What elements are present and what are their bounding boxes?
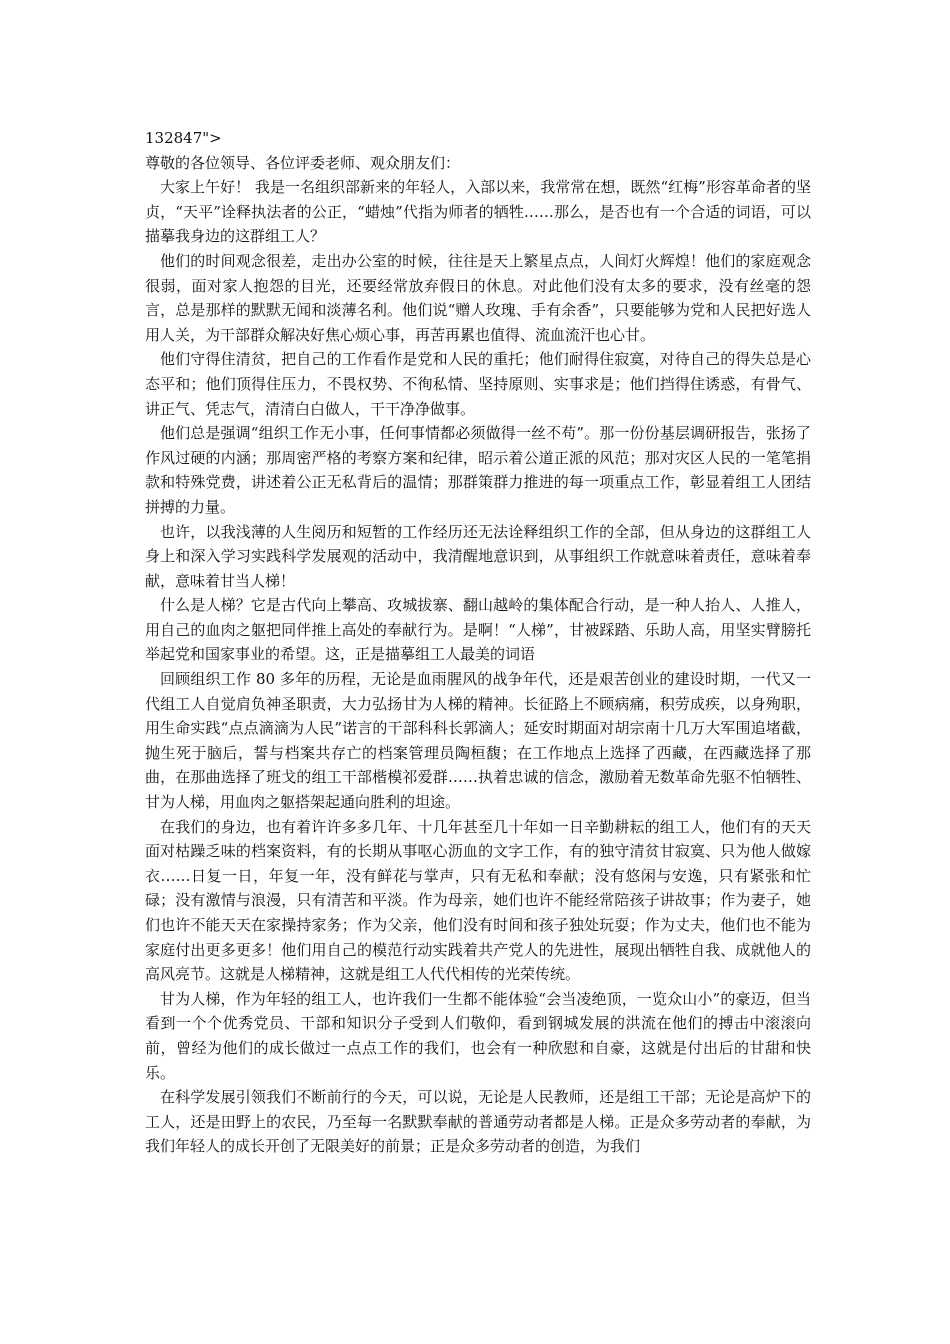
paragraph-integrity: 他们守得住清贫，把自己的工作看作是党和人民的重托；他们耐得住寂寞，对待自己的得失总是心态平和；他们顶得住压力，不畏权势、不徇私情、坚持原则、实事求是；他们挡得住诱惑，有骨气、讲正气、凭志气，清清白白做人，干干净净做事。 (145, 350, 811, 418)
document-body (145, 126, 811, 1159)
paragraph-human-ladder: 什么是人梯？它是古代向上攀高、攻城拔寨、翻山越岭的集体配合行动，是一种人抬人、人推人，用自己的血肉之躯把同伴推上高处的奉献行为。是啊！“人梯”，甘被踩踏、乐助人高，用坚实臂膀托举起党和国家事业的希望。这，正是描摹组工人最美的词语 (145, 596, 811, 664)
paragraph-history: 回顾组织工作 80 多年的历程，无论是血雨腥风的战争年代，还是艰苦创业的建设时期，一代又一代组工人自觉肩负神圣职责，大力弘扬甘为人梯的精神。长征路上不顾病痛，积劳成疾，以身殉职，用生命实践“点点滴滴为人民”诺言的干部科科长郭滴人；延安时期面对胡宗南十几万大军围追堵截，抛生死于脑后，誓与档案共存亡的档案管理员陶桓馥；在工作地点上选择了西藏，在西藏选择了那曲，在那曲选择了班戈的组工干部楷模祁爱群……执着忠诚的信念，激励着无数革命先驱不怕牺牲、甘为人梯，用血肉之躯搭架起通向胜利的坦途。 (145, 670, 811, 812)
paragraph-dedication: 他们的时间观念很差，走出办公室的时候，往往是天上繁星点点，人间灯火辉煌！他们的家庭观念很弱，面对家人抱怨的目光，还要经常放弃假日的休息。对此他们没有太多的要求，没有丝毫的怨言，总是那样的默默无闻和淡薄名利。他们说“赠人玫瑰、手有余香”，只要能够为党和人民把好选人用人关，为干部群众解决好焦心烦心事，再苦再累也值得、流血流汗也心甘。 (145, 251, 811, 344)
paragraph-responsibility: 也许，以我浅薄的人生阅历和短暂的工作经历还无法诠释组织工作的全部，但从身边的这群组工人身上和深入学习实践科学发展观的活动中，我清醒地意识到，从事组织工作就意味着责任，意味着奉献，意味着甘当人梯！ (145, 522, 811, 590)
paragraph-scientific-development: 在科学发展引领我们不断前行的今天，可以说，无论是人民教师，还是组工干部；无论是高炉下的工人，还是田野上的农民，乃至每一名默默奉献的普通劳动者都是人梯。正是众多劳动者的奉献，为我们年轻人的成长开创了无限美好的前景；正是众多劳动者的创造，为我们 (145, 1088, 811, 1156)
header-fragment: 132847"> (145, 129, 222, 147)
paragraph-colleagues: 在我们的身边，也有着许许多多几年、十几年甚至几十年如一日辛勤耕耘的组工人，他们有的天天面对枯躁乏味的档案资料，有的长期从事呕心沥血的文字工作，有的独守清贫甘寂寞、只为他人做嫁衣……日复一日，年复一年，没有鲜花与掌声，只有无私和奉献；没有悠闲与安逸，只有紧张和忙碌；没有激情与浪漫，只有清苦和平淡。作为母亲，她们也许不能经常陪孩子讲故事；作为妻子，她们也许不能天天在家操持家务；作为父亲，他们没有时间和孩子独处玩耍；作为丈夫，他们也不能为家庭付出更多更多！他们用自己的模范行动实践着共产党人的先进性，展现出牺牲自我、成就他人的高风亮节。这就是人梯精神，这就是组工人代代相传的光荣传统。 (145, 817, 811, 984)
paragraph-young-workers: 甘为人梯，作为年轻的组工人，也许我们一生都不能体验“会当凌绝顶，一览众山小”的豪迈，但当看到一个个优秀党员、干部和知识分子受到人们敬仰，看到钢城发展的洪流在他们的搏击中滚滚向前，曾经为他们的成长做过一点点工作的我们，也会有一种欣慰和自豪，这就是付出后的甘甜和快乐。 (145, 989, 811, 1082)
paragraph-greeting: 大家上午好！ 我是一名组织部新来的年轻人，入部以来，我常常在想，既然“红梅”形容革命者的坚贞，“天平”诠释执法者的公正，“蜡烛”代指为师者的牺牲……那么，是否也有一个合适的词语，可以描摹我身边的这群组工人？ (145, 178, 811, 246)
paragraph-meticulous: 他们总是强调“组织工作无小事，任何事情都必须做得一丝不苟”。那一份份基层调研报告，张扬了作风过硬的内涵；那周密严格的考察方案和纪律，昭示着公道正派的风范；那对灾区人民的一笔笔捐款和特殊党费，讲述着公正无私背后的温情；那群策群力推进的每一项重点工作，彰显着组工人团结拼搏的力量。 (145, 424, 811, 516)
salutation: 尊敬的各位领导、各位评委老师、观众朋友们： (145, 153, 461, 172)
